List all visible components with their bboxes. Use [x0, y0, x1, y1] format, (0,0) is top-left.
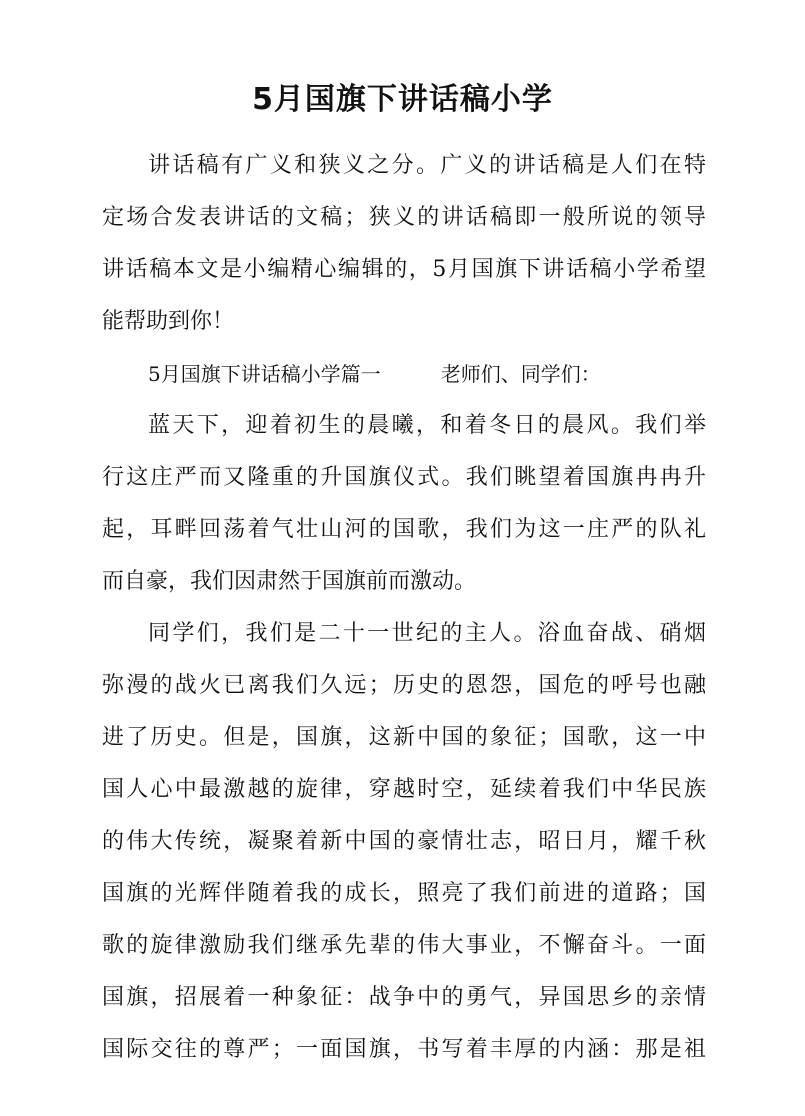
text-line: 歌的旋律激励我们继承先辈的伟大事业，不懈奋斗。一面 [102, 933, 706, 958]
text-line: 定场合发表讲话的文稿；狭义的讲话稿即一般所说的领导 [102, 205, 706, 230]
greeting: 老师们、同学们： [440, 362, 601, 386]
text-line: 讲话稿本文是小编精心编辑的，5月国旗下讲话稿小学希望 [102, 257, 706, 282]
text-line: 国际交往的尊严；一面国旗，书写着丰厚的内涵：那是祖 [102, 1037, 706, 1062]
text-line: 而自豪，我们因肃然于国旗前而激动。 [102, 569, 477, 594]
text-line: 国旗，招展着一种象征：战争中的勇气，异国思乡的亲情 [102, 985, 706, 1010]
text-line: 能帮助到你！ [102, 309, 235, 334]
text-line: 起，耳畔回荡着气壮山河的国歌，我们为这一庄严的队礼 [102, 517, 706, 542]
section-heading: 5月国旗下讲话稿小学篇一 [148, 362, 381, 386]
document-title: 5月国旗下讲话稿小学 [252, 82, 553, 117]
paragraph [102, 400, 706, 608]
text-line: 同学们，我们是二十一世纪的主人。浴血奋战、硝烟 [148, 621, 706, 646]
text-line: 弥漫的战火已离我们久远；历史的恩怨，国危的呼号也融 [102, 673, 706, 698]
text-line: 国旗的光辉伴随着我的成长，照亮了我们前进的道路；国 [102, 881, 706, 906]
text-line: 行这庄严而又隆重的升国旗仪式。我们眺望着国旗冉冉升 [102, 465, 706, 490]
text-line: 讲话稿有广义和狭义之分。广义的讲话稿是人们在特 [148, 153, 706, 178]
text-line: 国人心中最激越的旋律，穿越时空，延续着我们中华民族 [102, 777, 706, 802]
section-heading-line [102, 348, 706, 400]
document-body [102, 140, 706, 1076]
paragraph-intro [102, 140, 706, 348]
text-line: 的伟大传统，凝聚着新中国的豪情壮志，昭日月，耀千秋 [102, 829, 706, 854]
text-line: 蓝天下，迎着初生的晨曦，和着冬日的晨风。我们举 [148, 413, 706, 438]
text-line: 进了历史。但是，国旗，这新中国的象征；国歌，这一中 [102, 725, 706, 750]
paragraph [102, 608, 706, 1076]
